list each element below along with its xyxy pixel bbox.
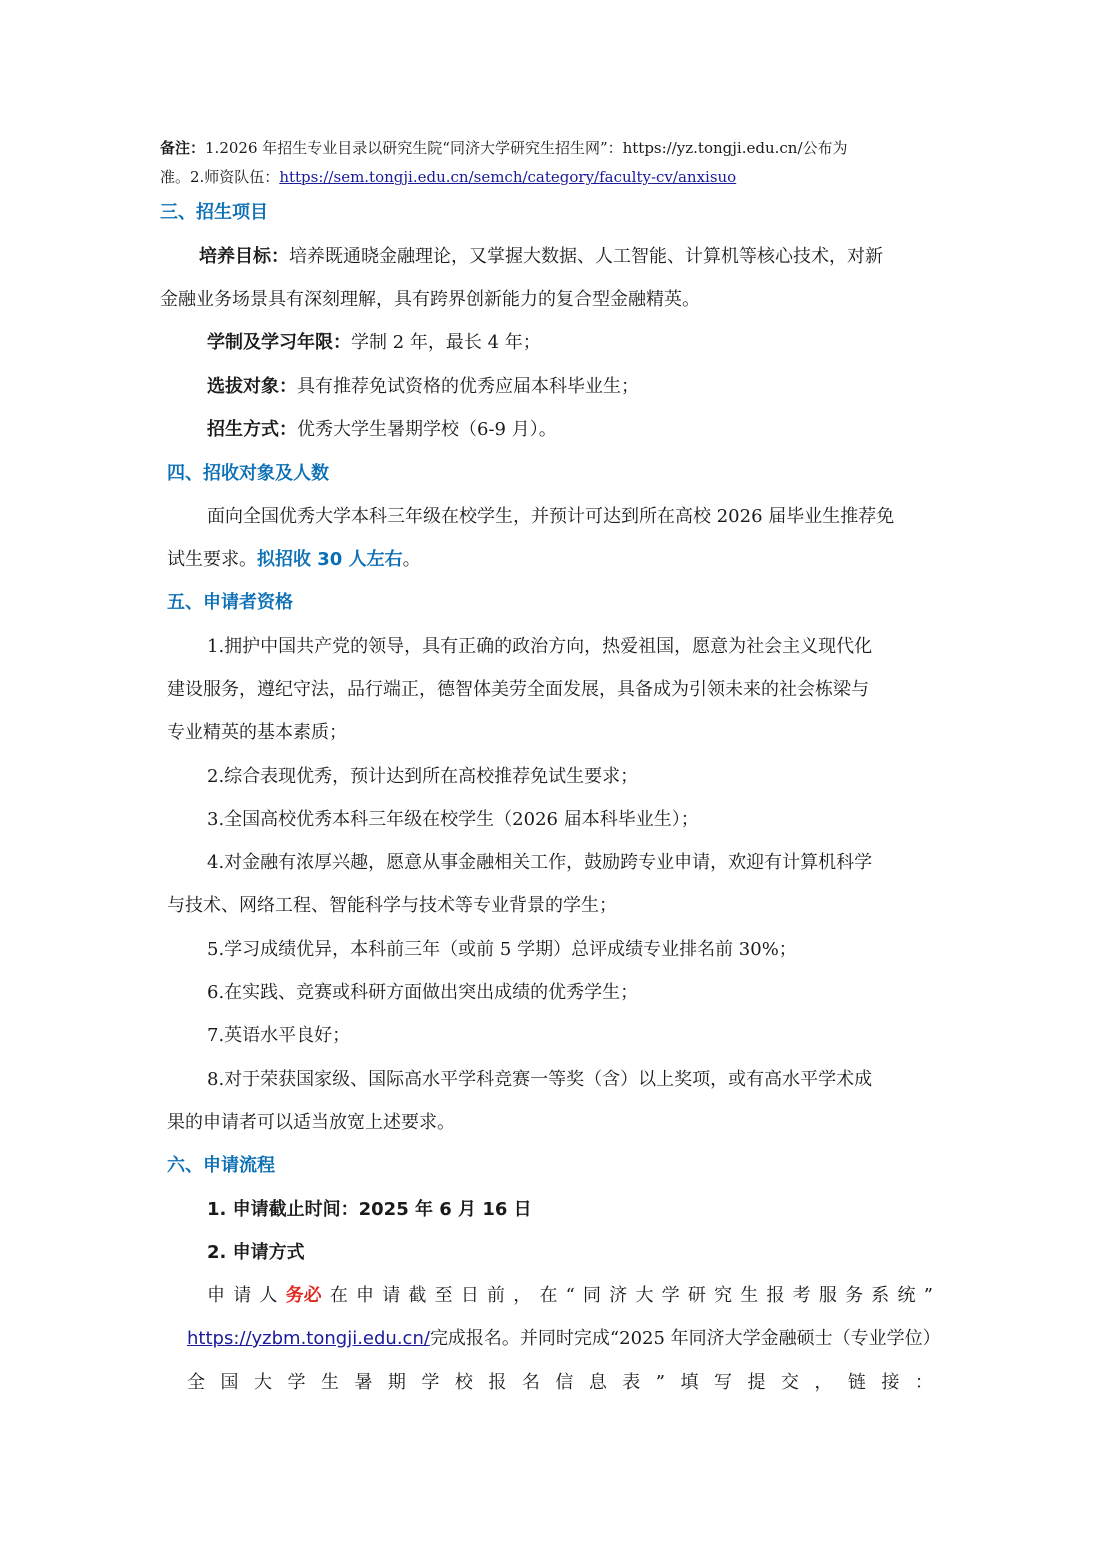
apply-char: 同 bbox=[583, 1285, 602, 1306]
apply-char: 日 bbox=[460, 1285, 479, 1306]
apply-char: 名 bbox=[521, 1372, 540, 1393]
apply-char: 究 bbox=[714, 1285, 733, 1306]
req-item-5: 5.学习成绩优异，本科前三年（或前 5 学期）总评成绩专业排名前 30%； bbox=[207, 939, 797, 960]
apply-char: 期 bbox=[387, 1372, 406, 1393]
req-item-6: 6.在实践、竞赛或科研方面做出突出成绩的优秀学生； bbox=[207, 982, 639, 1003]
apply-char: 信 bbox=[555, 1372, 574, 1393]
apply-char: 校 bbox=[454, 1372, 473, 1393]
section4-heading: 四、招收对象及人数 bbox=[167, 463, 329, 484]
apply-char: 务 bbox=[845, 1285, 864, 1306]
apply-char: 截 bbox=[408, 1285, 427, 1306]
apply-char: 前 bbox=[487, 1285, 506, 1306]
section4-text-2 bbox=[167, 548, 421, 572]
req-item-2: 2.综合表现优秀，预计达到所在高校推荐免试生要求； bbox=[207, 766, 639, 787]
apply-char: 链 bbox=[847, 1372, 866, 1393]
duration-label: 学制及学习年限： bbox=[207, 332, 351, 353]
apply-char: 填 bbox=[680, 1372, 699, 1393]
goal-line-1 bbox=[199, 245, 883, 269]
apply-char: 申 bbox=[356, 1285, 375, 1306]
target-line bbox=[207, 375, 639, 399]
apply-line-2-text: 完成报名。并同时完成“2025 年同济大学金融硕士（专业学位） bbox=[429, 1328, 941, 1349]
deadline-line: 1. 申请截止时间：2025 年 6 月 16 日 bbox=[207, 1199, 532, 1220]
apply-char: 接 bbox=[881, 1372, 900, 1393]
apply-char: 写 bbox=[713, 1372, 732, 1393]
req-item-8-line-2: 果的申请者可以适当放宽上述要求。 bbox=[167, 1112, 455, 1133]
section3-heading: 三、招生项目 bbox=[160, 202, 268, 223]
apply-char: 生 bbox=[320, 1372, 339, 1393]
apply-char: 国 bbox=[220, 1372, 239, 1393]
apply-char: 申 bbox=[207, 1285, 225, 1306]
req-item-7: 7.英语水平良好； bbox=[207, 1025, 351, 1046]
apply-char: 表 bbox=[622, 1372, 641, 1393]
note-text-2: 准。2.师资队伍： bbox=[160, 168, 280, 186]
apply-char: 大 bbox=[253, 1372, 272, 1393]
section4-text-1: 面向全国优秀大学本科三年级在校学生，并预计可达到所在高校 2026 届毕业生推荐免 bbox=[207, 506, 895, 527]
req-item-4-line-1: 4.对金融有浓厚兴趣，愿意从事金融相关工作，鼓励跨专业申请，欢迎有计算机科学 bbox=[207, 852, 873, 873]
apply-char: 学 bbox=[661, 1285, 680, 1306]
section6-heading: 六、申请流程 bbox=[167, 1155, 275, 1176]
apply-char: 在 bbox=[539, 1285, 558, 1306]
quota-highlight: 拟招收 30 人左右 bbox=[257, 549, 403, 570]
apply-char: 请 bbox=[233, 1285, 252, 1306]
target-text: 具有推荐免试资格的优秀应届本科毕业生； bbox=[297, 376, 639, 397]
note-label: 备注： bbox=[160, 139, 206, 157]
apply-char: ， bbox=[513, 1285, 532, 1306]
apply-char: 报 bbox=[766, 1285, 785, 1306]
note-line-2 bbox=[160, 167, 736, 187]
apply-char: ： bbox=[914, 1372, 933, 1393]
apply-char: 学 bbox=[287, 1372, 306, 1393]
method-label: 招生方式： bbox=[207, 419, 297, 440]
apply-char: ， bbox=[814, 1372, 833, 1393]
apply-char: 考 bbox=[792, 1285, 811, 1306]
apply-char: 人 bbox=[259, 1285, 278, 1306]
apply-char: 息 bbox=[588, 1372, 607, 1393]
method-title-line: 2. 申请方式 bbox=[207, 1242, 305, 1263]
apply-char: ” bbox=[923, 1285, 933, 1306]
apply-char: 报 bbox=[488, 1372, 507, 1393]
must-highlight: 务必 bbox=[285, 1285, 322, 1306]
req-item-1-line-3: 专业精英的基本素质； bbox=[167, 722, 347, 743]
duration-line bbox=[207, 331, 541, 355]
faculty-link[interactable]: https://sem.tongji.edu.cn/semch/category/faculty-cv/anxisuo bbox=[279, 168, 737, 186]
apply-char: 生 bbox=[740, 1285, 759, 1306]
req-item-3: 3.全国高校优秀本科三年级在校学生（2026 届本科毕业生）； bbox=[207, 809, 699, 830]
apply-char: ” bbox=[655, 1372, 665, 1393]
target-label: 选拔对象： bbox=[207, 376, 297, 397]
apply-line-2 bbox=[187, 1327, 941, 1351]
apply-char: 济 bbox=[609, 1285, 628, 1306]
apply-line-1 bbox=[207, 1284, 933, 1308]
apply-char: 全 bbox=[187, 1372, 205, 1393]
method-line bbox=[207, 418, 557, 442]
section4-text-prefix: 试生要求。 bbox=[167, 549, 257, 570]
apply-char: 统 bbox=[897, 1285, 916, 1306]
goal-label: 培养目标： bbox=[199, 246, 289, 267]
goal-text-1: 培养既通晓金融理论，又掌握大数据、人工智能、计算机等核心技术，对新 bbox=[289, 246, 883, 267]
req-item-8-line-1: 8.对于荣获国家级、国际高水平学科竞赛一等奖（含）以上奖项，或有高水平学术成 bbox=[207, 1069, 873, 1090]
apply-char: 系 bbox=[871, 1285, 890, 1306]
section5-heading: 五、申请者资格 bbox=[167, 592, 293, 613]
apply-char: 学 bbox=[421, 1372, 440, 1393]
apply-char: 提 bbox=[747, 1372, 766, 1393]
req-item-1-line-1: 1.拥护中国共产党的领导，具有正确的政治方向，热爱祖国，愿意为社会主义现代化 bbox=[207, 636, 873, 657]
apply-char: 请 bbox=[382, 1285, 401, 1306]
duration-text: 学制 2 年，最长 4 年； bbox=[351, 332, 541, 353]
req-item-4-line-2: 与技术、网络工程、智能科学与技术等专业背景的学生； bbox=[167, 895, 617, 916]
apply-char: 交 bbox=[780, 1372, 799, 1393]
apply-char: 大 bbox=[635, 1285, 654, 1306]
apply-char: 在 bbox=[329, 1285, 348, 1306]
goal-line-2: 金融业务场景具有深刻理解，具有跨界创新能力的复合型金融精英。 bbox=[160, 289, 700, 310]
apply-line-3 bbox=[187, 1371, 933, 1395]
apply-char: 研 bbox=[687, 1285, 706, 1306]
apply-char: 至 bbox=[434, 1285, 453, 1306]
note-text: 1.2026 年招生专业目录以研究生院“同济大学研究生招生网”：https://yz.tongji.edu.cn/公布为 bbox=[205, 139, 848, 157]
method-text: 优秀大学生暑期学校（6-9 月）。 bbox=[297, 419, 557, 440]
apply-char: 服 bbox=[818, 1285, 837, 1306]
section4-text-suffix: 。 bbox=[402, 549, 421, 570]
system-link[interactable]: https://yzbm.tongji.edu.cn/ bbox=[187, 1328, 430, 1349]
apply-char: “ bbox=[565, 1285, 575, 1306]
note-line-1 bbox=[160, 138, 848, 158]
apply-char: 暑 bbox=[354, 1372, 373, 1393]
req-item-1-line-2: 建设服务，遵纪守法，品行端正，德智体美劳全面发展，具备成为引领未来的社会栋梁与 bbox=[167, 679, 869, 700]
